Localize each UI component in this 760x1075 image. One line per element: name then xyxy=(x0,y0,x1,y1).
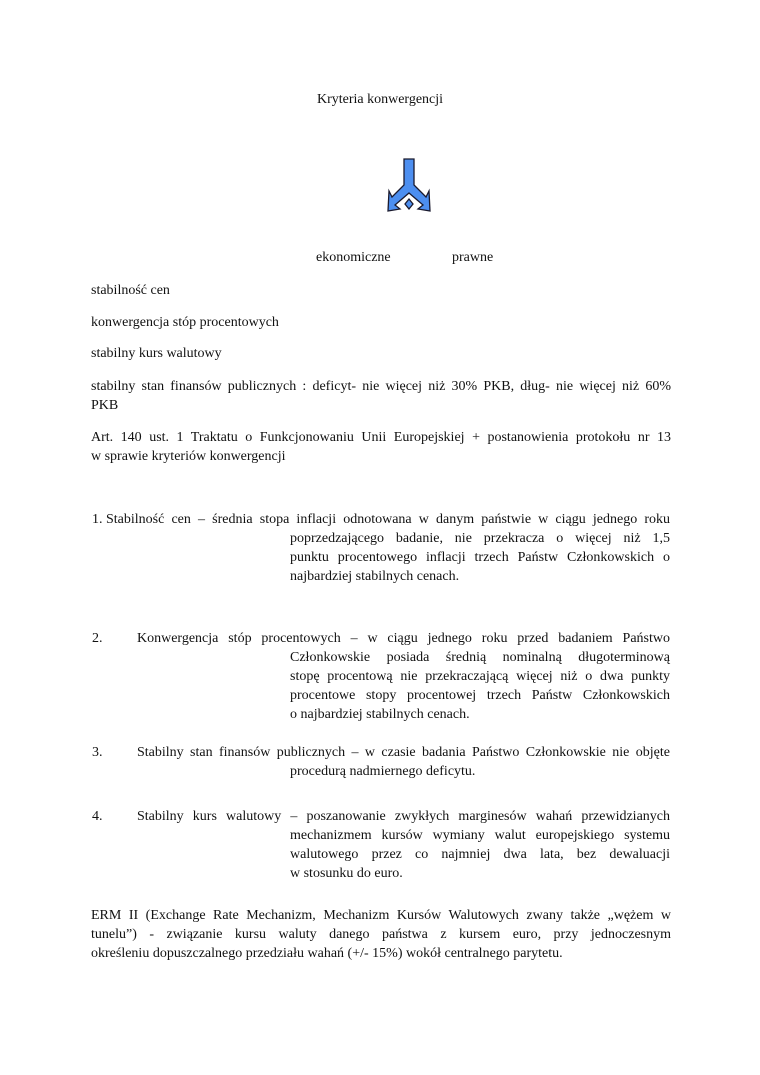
item-number: 2. xyxy=(92,631,103,646)
item-lead: Stabilny kurs walutowy – poszanowanie zwykłych marginesów wahań przewidzianych xyxy=(137,809,670,824)
item-cont-line: w stosunku do euro. xyxy=(290,866,403,881)
item-lead: Stabilność cen – średnia stopa inflacji odnotowana w danym państwie w ciągu jednego roku xyxy=(106,512,670,527)
erm-line: ERM II (Exchange Rate Mechanizm, Mechanizm Kursów Walutowych zwany także „wężem w xyxy=(91,908,671,923)
item-cont-line: mechanizmem kursów wymiany walut europejskiego systemu xyxy=(290,828,670,843)
item-cont-line: stopę procentową nie przekraczającą więcej niż o dwa punkty xyxy=(290,669,670,684)
page-title: Kryteria konwergencji xyxy=(316,92,444,107)
article-line-2: w sprawie kryteriów konwergencji xyxy=(91,449,286,464)
item-number: 3. xyxy=(92,745,103,760)
erm-line: tunelu”) - związanie kursu waluty danego państwa z kursem euro, przy jednoczesnym xyxy=(91,927,671,942)
item-cont-line: najbardziej stabilnych cenach. xyxy=(290,569,460,584)
branch-economic: ekonomiczne xyxy=(316,250,391,265)
item-cont-line: o najbardziej stabilnych cenach. xyxy=(290,707,470,722)
item-cont-line: procentowe stopy procentowej trzech Państw Członkowskich xyxy=(290,688,670,703)
item-cont-line: punktu procentowego inflacji trzech Państw Członkowskich o xyxy=(290,550,670,565)
finance-line-2: PKB xyxy=(91,398,119,413)
item-cont-line: poprzedzającego badanie, nie przekracza o więcej niż 1,5 xyxy=(290,531,670,546)
split-arrow-icon xyxy=(386,157,432,213)
branch-legal: prawne xyxy=(452,250,494,265)
split-arrow-shape xyxy=(388,159,430,211)
finance-line-1: stabilny stan finansów publicznych : deficyt- nie więcej niż 30% PKB, dług- nie więcej niż 60% xyxy=(91,379,671,394)
item-lead: Stabilny stan finansów publicznych – w czasie badania Państwo Członkowskie nie objęte xyxy=(137,745,670,760)
item-cont-line: walutowego przez co najmniej dwa lata, bez dewaluacji xyxy=(290,847,670,862)
criterion-price-stability: stabilność cen xyxy=(91,283,170,298)
item-number: 4. xyxy=(92,809,103,824)
item-cont-line: procedurą nadmiernego deficytu. xyxy=(290,764,476,779)
item-cont-line: Członkowskie posiada średnią nominalną długoterminową xyxy=(290,650,670,665)
article-line-1: Art. 140 ust. 1 Traktatu o Funkcjonowaniu Unii Europejskiej + postanowienia protokołu nr 13 xyxy=(91,430,671,445)
item-number: 1. xyxy=(92,512,103,527)
item-lead: Konwergencja stóp procentowych – w ciągu jednego roku przed badaniem Państwo xyxy=(137,631,670,646)
erm-line: określeniu dopuszczalnego przedziału wahań (+/- 15%) wokół centralnego parytetu. xyxy=(91,946,563,961)
criterion-exchange-rate: stabilny kurs walutowy xyxy=(91,346,222,361)
criterion-interest-rates: konwergencja stóp procentowych xyxy=(91,315,279,330)
